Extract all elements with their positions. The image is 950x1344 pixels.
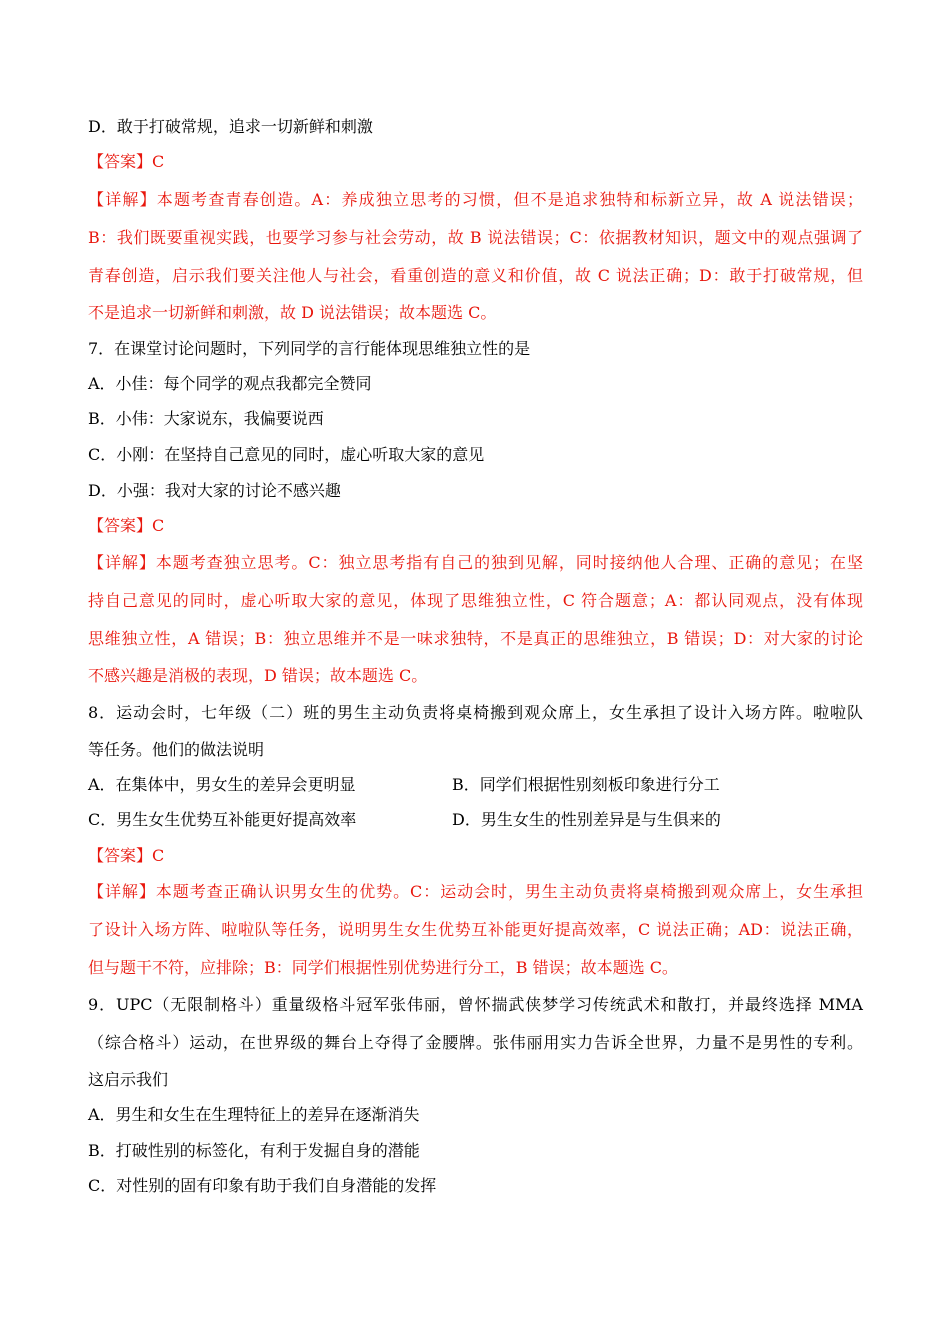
q7-explain-line-2: 持自己意见的同时，虚心听取大家的意见，体现了思维独立性，C 符合题意；A：都认同观点，没有体现 <box>88 591 863 610</box>
q6-explain-line-1: 【详解】本题考查青春创造。A：养成独立思考的习惯，但不是追求独特和标新立异，故 A 说法错误； <box>88 190 863 209</box>
q8-stem-line-2: 等任务。他们的做法说明 <box>88 740 265 759</box>
q7-option-a: A．小佳：每个同学的观点我都完全赞同 <box>88 374 372 393</box>
q9-stem-line-3: 这启示我们 <box>88 1070 169 1089</box>
q8-option-c: C．男生女生优势互补能更好提高效率 <box>88 810 357 829</box>
q8-explain-line-3: 但与题干不符，应排除；B：同学们根据性别优势进行分工，B 错误；故本题选 C。 <box>88 958 678 977</box>
q9-option-b: B．打破性别的标签化，有利于发掘自身的潜能 <box>88 1141 420 1160</box>
q7-stem: 7．在课堂讨论问题时，下列同学的言行能体现思维独立性的是 <box>88 339 531 358</box>
q8-explain-line-1: 【详解】本题考查正确认识男女生的优势。C：运动会时，男生主动负责将桌椅搬到观众席上，女生承担 <box>88 882 863 901</box>
q7-explain-line-3: 思维独立性，A 错误；B：独立思维并不是一味求独特，不是真正的思维独立，B 错误；D：对大家的讨论 <box>88 629 863 648</box>
q7-explain-line-1: 【详解】本题考查独立思考。C：独立思考指有自己的独到见解，同时接纳他人合理、正确的意见；在坚 <box>88 553 863 572</box>
q8-option-a: A．在集体中，男女生的差异会更明显 <box>88 775 356 794</box>
q6-explain-line-4: 不是追求一切新鲜和刺激，故 D 说法错误；故本题选 C。 <box>88 303 497 322</box>
q6-explain-line-3: 青春创造，启示我们要关注他人与社会，看重创造的意义和价值，故 C 说法正确；D：敢于打破常规，但 <box>88 266 863 285</box>
q7-option-b: B．小伟：大家说东，我偏要说西 <box>88 409 324 428</box>
q7-answer: 【答案】C <box>88 516 165 535</box>
q8-option-d: D．男生女生的性别差异是与生俱来的 <box>452 810 721 829</box>
q9-option-c: C．对性别的固有印象有助于我们自身潜能的发挥 <box>88 1176 437 1195</box>
q9-option-a: A．男生和女生在生理特征上的差异在逐渐消失 <box>88 1105 420 1124</box>
q8-answer: 【答案】C <box>88 846 165 865</box>
q6-answer: 【答案】C <box>88 152 165 171</box>
q8-option-b: B．同学们根据性别刻板印象进行分工 <box>452 775 720 794</box>
q9-stem-line-2: （综合格斗）运动，在世界级的舞台上夺得了金腰牌。张伟丽用实力告诉全世界，力量不是男性的专利。 <box>88 1033 863 1052</box>
q6-option-d: D．敢于打破常规，追求一切新鲜和刺激 <box>88 117 373 136</box>
q9-stem-line-1: 9．UPC（无限制格斗）重量级格斗冠军张伟丽，曾怀揣武侠梦学习传统武术和散打，并最终选择 MMA <box>88 995 863 1014</box>
q8-stem-line-1: 8．运动会时，七年级（二）班的男生主动负责将桌椅搬到观众席上，女生承担了设计入场方阵。啦啦队 <box>88 703 863 722</box>
q7-option-d: D．小强：我对大家的讨论不感兴趣 <box>88 481 341 500</box>
q6-explain-line-2: B：我们既要重视实践，也要学习参与社会劳动，故 B 说法错误；C：依据教材知识，题文中的观点强调了 <box>88 228 863 247</box>
q8-explain-line-2: 了设计入场方阵、啦啦队等任务，说明男生女生优势互补能更好提高效率，C 说法正确；AD：说法正确， <box>88 920 863 939</box>
q7-explain-line-4: 不感兴趣是消极的表现，D 错误；故本题选 C。 <box>88 666 428 685</box>
q7-option-c: C．小刚：在坚持自己意见的同时，虚心听取大家的意见 <box>88 445 485 464</box>
